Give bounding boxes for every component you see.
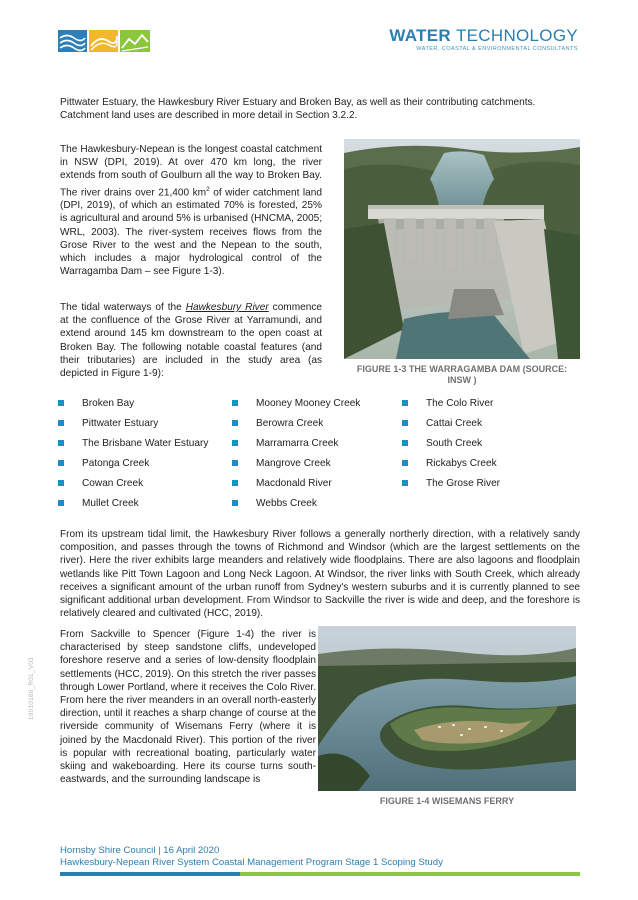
bullet-square-icon bbox=[58, 480, 64, 486]
list-item bbox=[232, 397, 360, 417]
bullet-square-icon bbox=[232, 460, 238, 466]
figure-1-4-caption: FIGURE 1-4 WISEMANS FERRY bbox=[379, 796, 515, 806]
bullet-square-icon bbox=[232, 440, 238, 446]
warragamba-dam-photo bbox=[344, 139, 580, 359]
footer-client-date: Hornsby Shire Council | 16 April 2020 bbox=[60, 845, 220, 856]
footer-divider bbox=[60, 872, 580, 876]
list-item bbox=[58, 497, 208, 517]
list-item bbox=[232, 477, 360, 497]
caption-line-2: INSW ) bbox=[447, 375, 477, 385]
bullet-square-icon bbox=[58, 440, 64, 446]
bullet-square-icon bbox=[402, 440, 408, 446]
list-item-label: Marramarra Creek bbox=[256, 438, 339, 449]
list-item-label: Broken Bay bbox=[82, 398, 135, 409]
tidal-waterways-paragraph bbox=[60, 301, 322, 380]
brand-name bbox=[389, 27, 578, 45]
list-item bbox=[232, 457, 360, 477]
list-item-label: Cattai Creek bbox=[426, 418, 483, 429]
list-item-label: Mooney Mooney Creek bbox=[256, 398, 361, 409]
list-item bbox=[58, 457, 208, 477]
bullet-square-icon bbox=[58, 420, 64, 426]
list-item bbox=[58, 477, 208, 497]
list-item-label: Cowan Creek bbox=[82, 478, 144, 489]
list-item-label: The Grose River bbox=[426, 478, 501, 489]
tidal-text-a: The tidal waterways of the bbox=[60, 302, 186, 313]
list-item bbox=[402, 457, 500, 477]
wisemans-ferry-photo bbox=[318, 626, 576, 791]
sackville-paragraph: From Sackville to Spencer (Figure 1-4) the river is characterised by steep sandstone cliffs, undeveloped foreshore reserve and a series of low-density floodplain settlements (HCC, 2019). On this stretch the river passes through Lower Portland, where it receives the Colo River. From here the river meanders in an overall north-easterly direction, until it reaches a sharp change of course at the riverside community of Wisemans Ferry (where it is joined by the Macdonald River). This portion of the river is popular with recreational boating, particularly water skiing and wakeboarding. Here its course turns south-eastwards, and the surrounding landscape is bbox=[60, 629, 316, 786]
list-item bbox=[232, 497, 360, 517]
company-logo-icon bbox=[58, 30, 150, 52]
list-item-label: The Brisbane Water Estuary bbox=[82, 438, 209, 449]
hawkesbury-river-link[interactable]: Hawkesbury River bbox=[185, 302, 269, 313]
list-item bbox=[232, 437, 360, 457]
list-item-label: Berowra Creek bbox=[256, 418, 324, 429]
footer bbox=[60, 845, 443, 869]
list-item-label: Patonga Creek bbox=[82, 458, 150, 469]
list-item-label: Mullet Creek bbox=[82, 498, 139, 509]
list-item-label: Macdonald River bbox=[256, 478, 332, 489]
list-item-label: South Creek bbox=[426, 438, 483, 449]
superscript-2: 2 bbox=[206, 185, 210, 193]
bullet-square-icon bbox=[402, 480, 408, 486]
bullet-column-3 bbox=[402, 397, 500, 497]
bullet-column-1 bbox=[58, 397, 208, 517]
list-item bbox=[402, 397, 500, 417]
brand-water: WATER bbox=[389, 26, 451, 45]
caption-line-1: FIGURE 1-3 THE WARRAGAMBA DAM (SOURCE: bbox=[356, 364, 568, 374]
tidal-text-b: commence at the confluence of the Grose River at Yarramundi, and extend around 145 km downstream to the open coast at Broken Bay. The following notable coastal features (and their tributaries) are included in the study area (as depicted in Figure 1-9): bbox=[60, 302, 323, 380]
brand-logo bbox=[389, 27, 578, 52]
figure-1-3-caption bbox=[344, 364, 580, 386]
list-item-label: Mangrove Creek bbox=[256, 458, 331, 469]
bullet-square-icon bbox=[402, 460, 408, 466]
list-item bbox=[58, 397, 208, 417]
brand-technology: TECHNOLOGY bbox=[455, 26, 578, 45]
bullet-square-icon bbox=[58, 400, 64, 406]
brand-tagline: WATER, COASTAL & ENVIRONMENTAL CONSULTANTS bbox=[416, 46, 578, 52]
list-item-label: The Colo River bbox=[426, 398, 494, 409]
list-item bbox=[58, 417, 208, 437]
footer-report-title: Hawkesbury-Nepean River System Coastal Management Program Stage 1 Scoping Study bbox=[60, 857, 443, 868]
bullet-square-icon bbox=[402, 400, 408, 406]
catchment-text-a: The Hawkesbury-Nepean is the longest coastal catchment in NSW (DPI, 2019). At over 470 km long, the river extends from south of Goulburn all the way to Broken Bay. The river drains over 21,400 km bbox=[60, 144, 322, 198]
list-item-label: Rickabys Creek bbox=[426, 458, 497, 469]
bullet-square-icon bbox=[58, 460, 64, 466]
upstream-paragraph: From its upstream tidal limit, the Hawkesbury River follows a generally northerly direction, with a relatively sandy composition, and passes through the towns of Richmond and Windsor (which are the largest settlements on the river). Here the river exhibits large meanders and relatively wide floodplains. There are also lagoons and floodplain wetlands like Pitt Town Lagoon and Long Neck Lagoon. At Windsor, the river links with South Creek, which already receives a significant amount of the urban runoff from Sydney's western suburbs and it is currently planned to see significant additional urban development. From Windsor to Sackville the river is wide and deep, and the foreshore is relatively cleared and cultivated (HCC, 2019). bbox=[60, 529, 580, 620]
bullet-square-icon bbox=[402, 420, 408, 426]
list-item bbox=[58, 437, 208, 457]
bullet-square-icon bbox=[232, 420, 238, 426]
list-item bbox=[232, 417, 360, 437]
bullet-square-icon bbox=[58, 500, 64, 506]
list-item-label: Webbs Creek bbox=[256, 498, 317, 509]
bullet-square-icon bbox=[232, 400, 238, 406]
river-aerial-image-icon bbox=[318, 626, 576, 791]
intro-paragraph: Pittwater Estuary, the Hawkesbury River Estuary and Broken Bay, as well as their contributing catchments. Catchment land uses are described in more detail in Section 3.2.2. bbox=[60, 97, 536, 122]
catchment-paragraph bbox=[60, 143, 322, 278]
bullet-square-icon bbox=[232, 480, 238, 486]
document-code: 19010186_R01_V03 bbox=[28, 657, 35, 720]
list-item-label: Pittwater Estuary bbox=[82, 418, 159, 429]
bullet-square-icon bbox=[232, 500, 238, 506]
catchment-text-b: of wider catchment land (DPI, 2019), of which an estimated 70% is forested, 25% is agricultural and around 5% is urbanised (HNCMA, 2005; WRL, 2003). The river-system receives flows from the Grose River to the west and the Nepean to the south, which includes a major hydrological control of the Warragamba Dam – see Figure 1-3). bbox=[60, 186, 323, 278]
list-item bbox=[402, 417, 500, 437]
bullet-column-2 bbox=[232, 397, 360, 517]
list-item bbox=[402, 477, 500, 497]
list-item bbox=[402, 437, 500, 457]
dam-image-icon bbox=[344, 139, 580, 359]
